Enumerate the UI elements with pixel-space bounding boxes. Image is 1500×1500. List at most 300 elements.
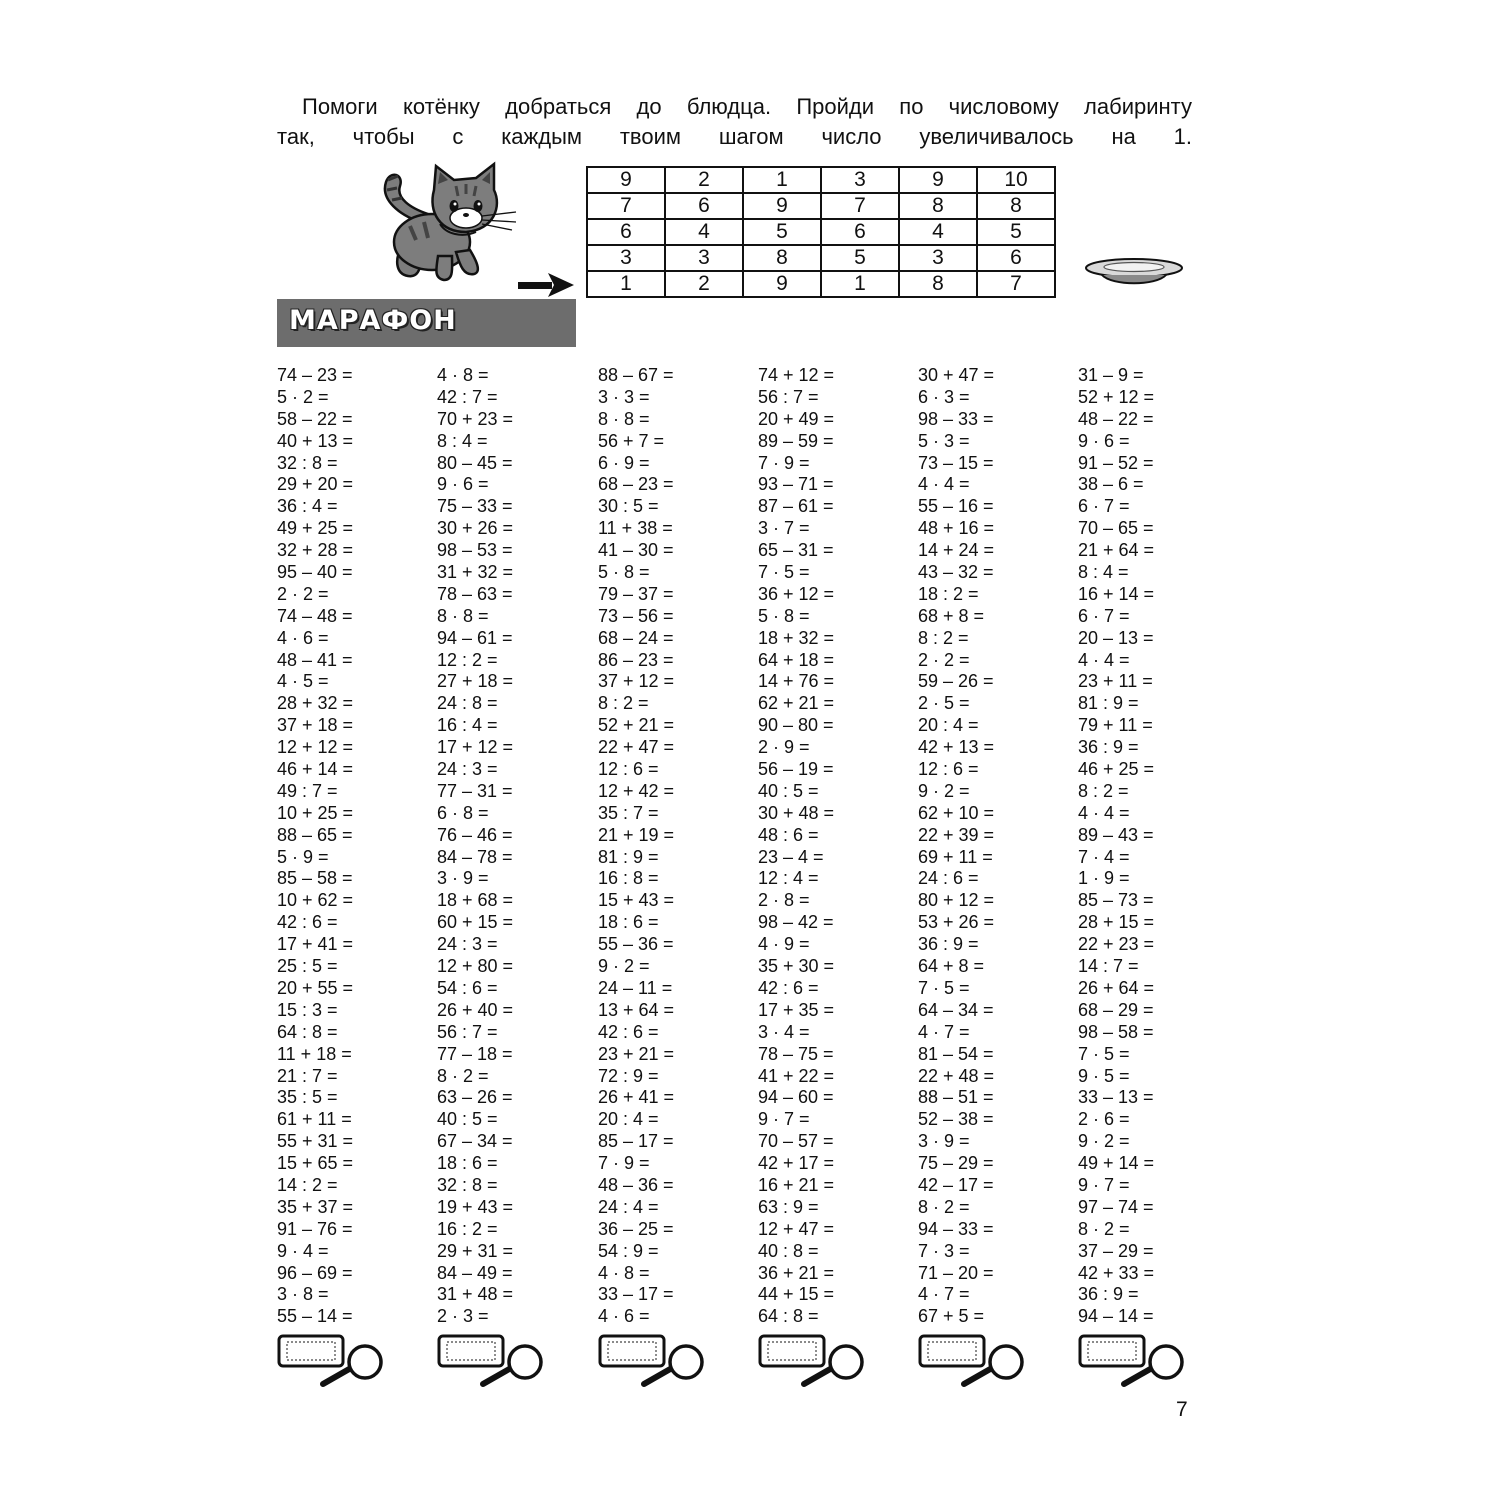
exercise-item: 8 · 2 = xyxy=(918,1196,970,1217)
maze-cell: 7 xyxy=(587,193,665,219)
exercise-item: 19 + 43 = xyxy=(437,1196,514,1217)
exercise-item: 56 : 7 = xyxy=(437,1021,498,1042)
exercise-item: 73 – 15 = xyxy=(918,452,994,473)
exercise-item: 35 + 30 = xyxy=(758,956,835,977)
exercise-item: 16 + 21 = xyxy=(758,1174,835,1195)
maze-cell: 6 xyxy=(977,245,1055,271)
exercise-item: 5 · 9 = xyxy=(277,846,329,867)
exercise-item: 9 · 5 = xyxy=(1078,1065,1130,1086)
exercise-item: 4 · 8 = xyxy=(437,365,489,385)
exercise-item: 44 + 15 = xyxy=(758,1284,835,1305)
exercise-item: 32 + 28 = xyxy=(277,540,354,561)
exercise-item: 11 + 18 = xyxy=(277,1043,352,1064)
exercise-item: 76 – 46 = xyxy=(437,824,513,845)
exercise-column-4 xyxy=(758,365,913,1328)
exercise-item: 9 · 2 = xyxy=(598,956,650,977)
exercise-item: 2 · 3 = xyxy=(437,1306,489,1327)
exercise-item: 86 – 23 = xyxy=(598,649,674,670)
exercise-item: 23 + 11 = xyxy=(1078,671,1153,692)
exercise-item: 9 · 7 = xyxy=(758,1109,810,1130)
exercise-item: 5 · 8 = xyxy=(758,605,810,626)
exercise-item: 36 + 21 = xyxy=(758,1262,835,1283)
exercise-column-3 xyxy=(598,365,753,1328)
exercise-item: 42 : 6 = xyxy=(598,1021,659,1042)
exercise-item: 89 – 43 = xyxy=(1078,824,1154,845)
exercise-item: 98 – 33 = xyxy=(918,408,994,429)
exercise-item: 26 + 41 = xyxy=(598,1087,675,1108)
exercise-item: 6 · 7 = xyxy=(1078,605,1130,626)
exercise-item: 48 : 6 = xyxy=(758,824,819,845)
exercise-item: 61 + 11 = xyxy=(277,1109,352,1130)
exercise-item: 18 : 6 = xyxy=(437,1153,498,1174)
exercise-item: 35 : 7 = xyxy=(598,802,659,823)
exercise-item: 12 : 2 = xyxy=(437,649,498,670)
timer-magnifier-icon xyxy=(918,1332,1028,1388)
exercise-item: 22 + 39 = xyxy=(918,824,995,845)
exercise-item: 21 : 7 = xyxy=(277,1065,338,1086)
exercise-item: 77 – 31 = xyxy=(437,780,513,801)
exercise-item: 7 · 9 = xyxy=(598,1153,650,1174)
exercise-item: 28 + 15 = xyxy=(1078,912,1155,933)
maze-cell: 8 xyxy=(977,193,1055,219)
exercise-item: 98 – 42 = xyxy=(758,912,834,933)
exercise-item: 62 + 10 = xyxy=(918,802,995,823)
exercise-item: 77 – 18 = xyxy=(437,1043,513,1064)
exercise-item: 68 – 29 = xyxy=(1078,999,1154,1020)
exercise-item: 98 – 53 = xyxy=(437,540,513,561)
exercise-item: 55 – 14 = xyxy=(277,1306,353,1327)
exercise-item: 35 : 5 = xyxy=(277,1087,338,1108)
exercise-item: 31 + 32 = xyxy=(437,562,514,583)
exercise-item: 14 : 7 = xyxy=(1078,956,1139,977)
maze-cell: 3 xyxy=(587,245,665,271)
exercise-item: 93 – 71 = xyxy=(758,474,834,495)
exercise-item: 8 : 2 = xyxy=(1078,780,1129,801)
maze-cell: 5 xyxy=(743,219,821,245)
timer-magnifier-icon xyxy=(1078,1332,1188,1388)
exercise-item: 36 + 12 = xyxy=(758,583,835,604)
exercise-item: 20 + 49 = xyxy=(758,408,835,429)
exercise-item: 67 + 5 = xyxy=(918,1306,985,1327)
exercise-item: 59 – 26 = xyxy=(918,671,994,692)
maze-cell: 1 xyxy=(743,167,821,193)
exercise-item: 21 + 64 = xyxy=(1078,540,1155,561)
exercise-item: 60 + 15 = xyxy=(437,912,514,933)
exercise-item: 85 – 17 = xyxy=(598,1131,674,1152)
page-number: 7 xyxy=(1176,1398,1188,1421)
exercise-item: 42 + 13 = xyxy=(918,737,995,758)
exercise-item: 4 · 7 = xyxy=(918,1021,970,1042)
exercise-item: 94 – 14 = xyxy=(1078,1306,1154,1327)
exercise-item: 85 – 73 = xyxy=(1078,890,1154,911)
exercise-item: 8 · 8 = xyxy=(598,408,650,429)
exercise-item: 6 · 8 = xyxy=(437,802,489,823)
exercise-item: 4 · 4 = xyxy=(918,474,970,495)
exercise-item: 98 – 58 = xyxy=(1078,1021,1154,1042)
exercise-item: 3 · 8 = xyxy=(277,1284,329,1305)
exercise-item: 7 · 5 = xyxy=(758,562,810,583)
exercise-item: 91 – 76 = xyxy=(277,1218,353,1239)
exercise-item: 3 · 7 = xyxy=(758,518,810,539)
maze-row xyxy=(587,167,1055,193)
exercise-item: 8 · 2 = xyxy=(1078,1218,1130,1239)
exercise-item: 65 – 31 = xyxy=(758,540,834,561)
exercise-item: 52 – 38 = xyxy=(918,1109,994,1130)
maze-cell: 7 xyxy=(821,193,899,219)
maze-cell: 8 xyxy=(743,245,821,271)
exercise-item: 64 + 18 = xyxy=(758,649,835,670)
exercise-item: 6 · 7 = xyxy=(1078,496,1130,517)
maze-cell: 7 xyxy=(977,271,1055,297)
exercise-item: 9 · 4 = xyxy=(277,1240,329,1261)
exercise-item: 88 – 67 = xyxy=(598,365,674,385)
exercise-item: 4 · 6 = xyxy=(598,1306,650,1327)
exercise-item: 12 + 80 = xyxy=(437,956,514,977)
exercise-item: 12 + 47 = xyxy=(758,1218,835,1239)
exercise-item: 49 + 14 = xyxy=(1078,1153,1155,1174)
exercise-item: 46 + 14 = xyxy=(277,759,354,780)
exercise-item: 75 – 29 = xyxy=(918,1153,994,1174)
exercise-column-1 xyxy=(277,365,432,1328)
maze-row xyxy=(587,271,1055,297)
exercise-item: 5 · 8 = xyxy=(598,562,650,583)
exercise-item: 2 · 9 = xyxy=(758,737,810,758)
exercise-item: 29 + 20 = xyxy=(277,474,354,495)
exercise-item: 8 : 4 = xyxy=(1078,562,1129,583)
timer-magnifier-icon xyxy=(437,1332,547,1388)
exercise-item: 12 + 12 = xyxy=(277,737,354,758)
maze-row xyxy=(587,193,1055,219)
exercise-item: 24 : 3 = xyxy=(437,759,498,780)
exercise-item: 62 + 21 = xyxy=(758,693,835,714)
exercise-item: 9 · 6 = xyxy=(437,474,489,495)
exercise-item: 69 + 11 = xyxy=(918,846,993,867)
exercise-item: 35 + 37 = xyxy=(277,1196,354,1217)
exercise-item: 67 – 34 = xyxy=(437,1131,513,1152)
exercise-item: 20 : 4 = xyxy=(598,1109,659,1130)
exercise-item: 48 – 41 = xyxy=(277,649,353,670)
exercise-item: 36 : 9 = xyxy=(918,934,979,955)
exercise-item: 36 : 9 = xyxy=(1078,737,1139,758)
exercise-item: 37 – 29 = xyxy=(1078,1240,1154,1261)
exercise-item: 9 · 2 = xyxy=(1078,1131,1130,1152)
exercise-item: 10 + 25 = xyxy=(277,802,354,823)
maze-cell: 2 xyxy=(665,167,743,193)
exercise-item: 48 – 36 = xyxy=(598,1174,674,1195)
exercise-item: 13 + 64 = xyxy=(598,999,675,1020)
exercise-item: 42 + 17 = xyxy=(758,1153,835,1174)
exercise-item: 71 – 20 = xyxy=(918,1262,994,1283)
exercise-item: 4 · 5 = xyxy=(277,671,329,692)
exercise-item: 84 – 49 = xyxy=(437,1262,513,1283)
exercise-item: 14 + 24 = xyxy=(918,540,995,561)
exercise-item: 64 – 34 = xyxy=(918,999,994,1020)
maze-cell: 3 xyxy=(821,167,899,193)
exercise-item: 94 – 33 = xyxy=(918,1218,994,1239)
maze-cell: 8 xyxy=(899,193,977,219)
exercise-item: 42 : 7 = xyxy=(437,386,498,407)
maze-cell: 9 xyxy=(743,271,821,297)
maze-cell: 4 xyxy=(899,219,977,245)
exercise-item: 55 – 16 = xyxy=(918,496,994,517)
exercise-item: 78 – 75 = xyxy=(758,1043,834,1064)
exercise-item: 2 · 6 = xyxy=(1078,1109,1130,1130)
exercise-column-6 xyxy=(1078,365,1233,1328)
exercise-item: 48 + 16 = xyxy=(918,518,995,539)
exercise-item: 90 – 80 = xyxy=(758,715,834,736)
exercise-item: 8 · 2 = xyxy=(437,1065,489,1086)
number-maze-grid xyxy=(586,166,1056,298)
exercise-item: 81 : 9 = xyxy=(598,846,659,867)
exercise-item: 30 + 26 = xyxy=(437,518,514,539)
exercise-item: 68 – 24 = xyxy=(598,627,674,648)
exercise-item: 74 – 48 = xyxy=(277,605,353,626)
maze-cell: 6 xyxy=(665,193,743,219)
exercise-item: 24 : 8 = xyxy=(437,693,498,714)
exercise-item: 91 – 52 = xyxy=(1078,452,1154,473)
maze-cell: 5 xyxy=(977,219,1055,245)
exercise-item: 29 + 31 = xyxy=(437,1240,514,1261)
exercise-item: 18 : 6 = xyxy=(598,912,659,933)
exercise-item: 36 : 9 = xyxy=(1078,1284,1139,1305)
maze-cell: 5 xyxy=(821,245,899,271)
exercise-item: 16 : 4 = xyxy=(437,715,498,736)
exercise-item: 7 · 9 = xyxy=(758,452,810,473)
exercise-item: 63 – 26 = xyxy=(437,1087,513,1108)
exercise-item: 1 · 9 = xyxy=(1078,868,1130,889)
exercise-item: 31 – 9 = xyxy=(1078,365,1144,385)
exercise-item: 12 : 6 = xyxy=(598,759,659,780)
maze-cell: 8 xyxy=(899,271,977,297)
exercise-item: 64 : 8 = xyxy=(758,1306,819,1327)
exercise-item: 74 – 23 = xyxy=(277,365,353,385)
arrow-right-icon xyxy=(518,272,574,298)
instruction-text xyxy=(277,92,1192,152)
exercise-item: 75 – 33 = xyxy=(437,496,513,517)
exercise-item: 20 – 13 = xyxy=(1078,627,1154,648)
exercise-item: 80 – 45 = xyxy=(437,452,513,473)
exercise-item: 6 · 9 = xyxy=(598,452,650,473)
exercise-item: 4 · 4 = xyxy=(1078,802,1130,823)
exercise-item: 14 : 2 = xyxy=(277,1174,338,1195)
exercise-item: 17 + 12 = xyxy=(437,737,514,758)
exercise-item: 41 + 22 = xyxy=(758,1065,835,1086)
exercise-item: 23 – 4 = xyxy=(758,846,824,867)
exercise-item: 3 · 9 = xyxy=(437,868,489,889)
exercise-item: 23 + 21 = xyxy=(598,1043,675,1064)
exercise-item: 56 + 7 = xyxy=(598,430,665,451)
exercise-item: 42 : 6 = xyxy=(758,977,819,998)
timer-magnifier-icon xyxy=(277,1332,387,1388)
exercise-item: 6 · 3 = xyxy=(918,386,970,407)
exercise-item: 26 + 40 = xyxy=(437,999,514,1020)
exercise-item: 87 – 61 = xyxy=(758,496,834,517)
exercise-item: 95 – 40 = xyxy=(277,562,353,583)
exercise-item: 55 + 31 = xyxy=(277,1131,354,1152)
exercise-item: 64 + 8 = xyxy=(918,956,985,977)
exercise-item: 16 : 2 = xyxy=(437,1218,498,1239)
maze-cell: 9 xyxy=(743,193,821,219)
exercise-item: 27 + 18 = xyxy=(437,671,514,692)
exercise-item: 58 – 22 = xyxy=(277,408,353,429)
exercise-item: 2 · 2 = xyxy=(918,649,970,670)
maze-cell: 1 xyxy=(587,271,665,297)
exercise-item: 9 · 2 = xyxy=(918,780,970,801)
exercise-item: 8 : 2 = xyxy=(918,627,969,648)
exercise-item: 25 : 5 = xyxy=(277,956,338,977)
exercise-item: 24 – 11 = xyxy=(598,977,673,998)
exercise-item: 7 · 3 = xyxy=(918,1240,970,1261)
maze-cell: 4 xyxy=(665,219,743,245)
exercise-item: 3 · 4 = xyxy=(758,1021,810,1042)
exercise-item: 22 + 47 = xyxy=(598,737,675,758)
maze-cell: 3 xyxy=(899,245,977,271)
maze-cell: 10 xyxy=(977,167,1055,193)
exercise-item: 79 – 37 = xyxy=(598,583,674,604)
exercise-item: 2 · 2 = xyxy=(277,583,329,604)
exercise-item: 17 + 41 = xyxy=(277,934,354,955)
section-title-banner xyxy=(277,299,576,347)
exercise-item: 81 : 9 = xyxy=(1078,693,1139,714)
exercise-item: 9 · 7 = xyxy=(1078,1174,1130,1195)
exercise-item: 14 + 76 = xyxy=(758,671,835,692)
exercise-item: 22 + 23 = xyxy=(1078,934,1155,955)
exercise-item: 54 : 9 = xyxy=(598,1240,659,1261)
maze-cell: 9 xyxy=(899,167,977,193)
exercise-item: 3 · 3 = xyxy=(598,386,650,407)
maze-cell: 3 xyxy=(665,245,743,271)
exercise-item: 96 – 69 = xyxy=(277,1262,353,1283)
exercise-item: 94 – 60 = xyxy=(758,1087,834,1108)
exercise-item: 5 · 2 = xyxy=(277,386,329,407)
exercise-item: 56 : 7 = xyxy=(758,386,819,407)
exercise-item: 3 · 9 = xyxy=(918,1131,970,1152)
exercise-item: 37 + 18 = xyxy=(277,715,354,736)
exercise-item: 12 + 42 = xyxy=(598,780,675,801)
exercise-item: 72 : 9 = xyxy=(598,1065,659,1086)
exercise-item: 42 + 33 = xyxy=(1078,1262,1155,1283)
exercise-item: 21 + 19 = xyxy=(598,824,675,845)
exercise-item: 18 : 2 = xyxy=(918,583,979,604)
exercise-item: 17 + 35 = xyxy=(758,999,835,1020)
saucer-illustration xyxy=(1082,252,1186,292)
exercise-item: 81 – 54 = xyxy=(918,1043,994,1064)
exercise-item: 24 : 3 = xyxy=(437,934,498,955)
exercise-item: 80 + 12 = xyxy=(918,890,995,911)
exercise-item: 15 + 43 = xyxy=(598,890,675,911)
exercise-item: 70 + 23 = xyxy=(437,408,514,429)
exercise-item: 30 : 5 = xyxy=(598,496,659,517)
exercise-item: 15 + 65 = xyxy=(277,1153,354,1174)
exercise-item: 94 – 61 = xyxy=(437,627,513,648)
exercise-item: 32 : 8 = xyxy=(277,452,338,473)
exercise-item: 54 : 6 = xyxy=(437,977,498,998)
exercise-item: 38 – 6 = xyxy=(1078,474,1144,495)
exercise-item: 55 – 36 = xyxy=(598,934,674,955)
exercise-item: 30 + 47 = xyxy=(918,365,995,385)
exercise-item: 36 – 25 = xyxy=(598,1218,674,1239)
exercise-item: 2 · 8 = xyxy=(758,890,810,911)
exercise-item: 41 – 30 = xyxy=(598,540,674,561)
exercise-item: 52 + 21 = xyxy=(598,715,675,736)
exercise-item: 4 · 6 = xyxy=(277,627,329,648)
exercise-item: 4 · 9 = xyxy=(758,934,810,955)
exercise-item: 42 : 6 = xyxy=(277,912,338,933)
exercise-item: 42 – 17 = xyxy=(918,1174,994,1195)
exercise-item: 24 : 4 = xyxy=(598,1196,659,1217)
exercise-item: 70 – 65 = xyxy=(1078,518,1154,539)
exercise-item: 64 : 8 = xyxy=(277,1021,338,1042)
exercise-item: 7 · 5 = xyxy=(1078,1043,1130,1064)
exercise-item: 46 + 25 = xyxy=(1078,759,1155,780)
timer-magnifier-icon xyxy=(758,1332,868,1388)
exercise-item: 74 + 12 = xyxy=(758,365,835,385)
exercise-item: 48 – 22 = xyxy=(1078,408,1154,429)
exercise-item: 40 : 5 = xyxy=(758,780,819,801)
exercise-item: 70 – 57 = xyxy=(758,1131,834,1152)
exercise-item: 4 · 7 = xyxy=(918,1284,970,1305)
exercise-item: 16 : 8 = xyxy=(598,868,659,889)
exercise-item: 9 · 6 = xyxy=(1078,430,1130,451)
exercise-item: 43 – 32 = xyxy=(918,562,994,583)
maze-cell: 1 xyxy=(821,271,899,297)
exercise-item: 40 + 13 = xyxy=(277,430,354,451)
exercise-item: 49 : 7 = xyxy=(277,780,338,801)
exercise-item: 68 + 8 = xyxy=(918,605,985,626)
exercise-item: 36 : 4 = xyxy=(277,496,338,517)
exercise-item: 5 · 3 = xyxy=(918,430,970,451)
exercise-item: 10 + 62 = xyxy=(277,890,354,911)
exercise-item: 33 – 13 = xyxy=(1078,1087,1154,1108)
exercise-item: 16 + 14 = xyxy=(1078,583,1155,604)
exercise-item: 2 · 5 = xyxy=(918,693,970,714)
exercise-item: 40 : 8 = xyxy=(758,1240,819,1261)
exercise-item: 63 : 9 = xyxy=(758,1196,819,1217)
kitten-illustration xyxy=(370,160,520,295)
exercise-item: 20 + 55 = xyxy=(277,977,354,998)
exercise-item: 4 · 8 = xyxy=(598,1262,650,1283)
exercise-item: 40 : 5 = xyxy=(437,1109,498,1130)
exercise-item: 4 · 4 = xyxy=(1078,649,1130,670)
exercise-item: 12 : 4 = xyxy=(758,868,819,889)
exercise-item: 8 · 8 = xyxy=(437,605,489,626)
exercise-item: 31 + 48 = xyxy=(437,1284,514,1305)
exercise-item: 33 – 17 = xyxy=(598,1284,674,1305)
exercise-column-2 xyxy=(437,365,592,1328)
exercise-item: 78 – 63 = xyxy=(437,583,513,604)
maze-cell: 2 xyxy=(665,271,743,297)
maze-row xyxy=(587,219,1055,245)
exercise-item: 88 – 65 = xyxy=(277,824,353,845)
exercise-item: 32 : 8 = xyxy=(437,1174,498,1195)
exercise-item: 97 – 74 = xyxy=(1078,1196,1154,1217)
exercise-item: 73 – 56 = xyxy=(598,605,674,626)
exercise-item: 26 + 64 = xyxy=(1078,977,1155,998)
instruction-line-1: Помоги котёнку добраться до блюдца. Пройди по числовому лабиринту xyxy=(302,94,1192,119)
timer-magnifier-icon xyxy=(598,1332,708,1388)
exercise-item: 24 : 6 = xyxy=(918,868,979,889)
instruction-line-2: так, чтобы с каждым твоим шагом число увеличивалось на 1. xyxy=(277,124,1192,149)
exercise-item: 53 + 26 = xyxy=(918,912,995,933)
exercise-item: 22 + 48 = xyxy=(918,1065,995,1086)
exercise-item: 11 + 38 = xyxy=(598,518,673,539)
maze-cell: 9 xyxy=(587,167,665,193)
exercise-item: 8 : 2 = xyxy=(598,693,649,714)
exercise-item: 15 : 3 = xyxy=(277,999,338,1020)
maze-cell: 6 xyxy=(587,219,665,245)
exercise-item: 88 – 51 = xyxy=(918,1087,994,1108)
exercise-item: 56 – 19 = xyxy=(758,759,834,780)
